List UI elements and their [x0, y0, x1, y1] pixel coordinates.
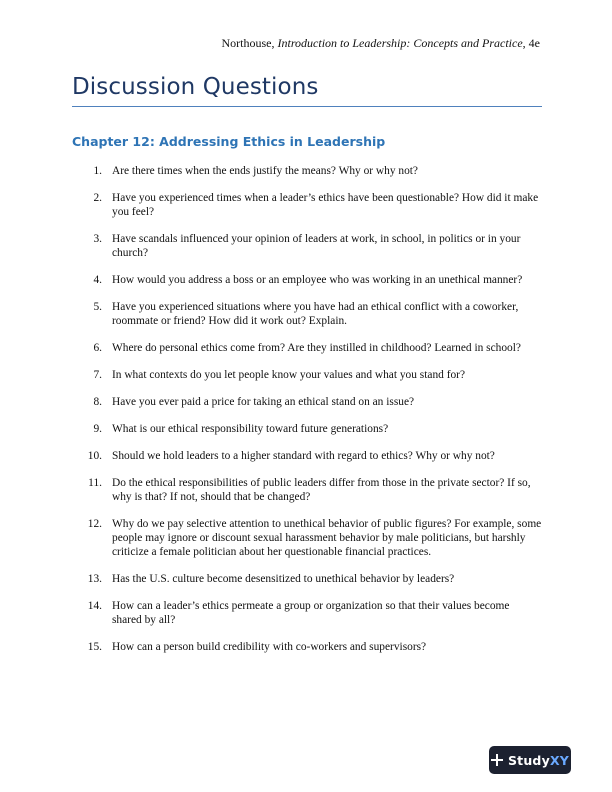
question-text: How can a person build credibility with co-workers and supervisors?: [112, 641, 427, 653]
question-item: [72, 341, 542, 355]
page-title: Discussion Questions: [72, 74, 319, 100]
question-item: [72, 422, 542, 436]
question-number: 8.: [93, 396, 102, 408]
question-item: [72, 572, 542, 586]
question-item: [72, 449, 542, 463]
question-text: How would you address a boss or an employee who was working in an unethical manner?: [112, 274, 523, 286]
question-item: [72, 599, 542, 627]
question-number: 4.: [93, 274, 102, 286]
question-item: [72, 395, 542, 409]
question-number: 1.: [93, 165, 102, 177]
question-item: [72, 164, 542, 178]
question-number: 10.: [87, 450, 102, 462]
question-number: 2.: [93, 192, 102, 204]
question-item: [72, 476, 542, 504]
header-author: Northouse,: [221, 36, 278, 50]
title-divider: [72, 106, 542, 107]
question-text: In what contexts do you let people know your values and what you stand for?: [112, 369, 466, 381]
question-number: 14.: [87, 600, 102, 612]
question-text: Why do we pay selective attention to unethical behavior of public figures? For example, some people may ignore or discount sexual harassment behavior by male politicians, but harshly criticize a female politician about her questionable financial practices.: [112, 518, 542, 558]
question-number: 7.: [93, 369, 102, 381]
plus-icon: [491, 754, 503, 766]
running-header: [221, 36, 540, 51]
question-number: 3.: [93, 233, 102, 245]
question-text: Have you experienced times when a leader’s ethics have been questionable? How did it make you feel?: [112, 192, 539, 218]
chapter-heading: Chapter 12: Addressing Ethics in Leadership: [72, 134, 386, 149]
watermark-text-main: Study: [507, 752, 550, 768]
question-text: Do the ethical responsibilities of public leaders differ from those in the private sector? If so, why is that? If not, should that be changed?: [112, 477, 531, 503]
question-item: [72, 191, 542, 219]
question-item: [72, 368, 542, 382]
watermark-text-accent: XY: [549, 752, 570, 768]
question-text: Are there times when the ends justify the means? Why or why not?: [112, 165, 418, 177]
question-text: How can a leader’s ethics permeate a group or organization so that their values become shared by all?: [112, 600, 510, 626]
question-text: Has the U.S. culture become desensitized to unethical behavior by leaders?: [112, 573, 455, 585]
question-text: Have you experienced situations where you have had an ethical conflict with a coworker, roommate or friend? How did it work out? Explain.: [112, 301, 519, 327]
question-text: Where do personal ethics come from? Are they instilled in childhood? Learned in school?: [112, 342, 521, 354]
question-text: Should we hold leaders to a higher standard with regard to ethics? Why or why not?: [112, 450, 495, 462]
question-number: 11.: [88, 477, 102, 489]
question-item: [72, 640, 542, 654]
question-number: 12.: [87, 518, 102, 530]
question-item: [72, 300, 542, 328]
question-list: [72, 164, 542, 667]
question-item: [72, 232, 542, 260]
header-edition: , 4e: [522, 36, 540, 50]
question-text: Have scandals influenced your opinion of leaders at work, in school, in politics or in your church?: [112, 233, 521, 259]
question-number: 6.: [93, 342, 102, 354]
watermark-text: [508, 753, 569, 768]
question-number: 15.: [87, 641, 102, 653]
question-number: 5.: [93, 301, 102, 313]
question-number: 9.: [93, 423, 102, 435]
question-item: [72, 517, 542, 559]
header-book-title: Introduction to Leadership: Concepts and Practice: [277, 36, 523, 50]
studyxy-watermark[interactable]: [489, 746, 571, 774]
question-text: What is our ethical responsibility toward future generations?: [112, 423, 389, 435]
question-text: Have you ever paid a price for taking an ethical stand on an issue?: [112, 396, 415, 408]
question-item: [72, 273, 542, 287]
question-number: 13.: [87, 573, 102, 585]
